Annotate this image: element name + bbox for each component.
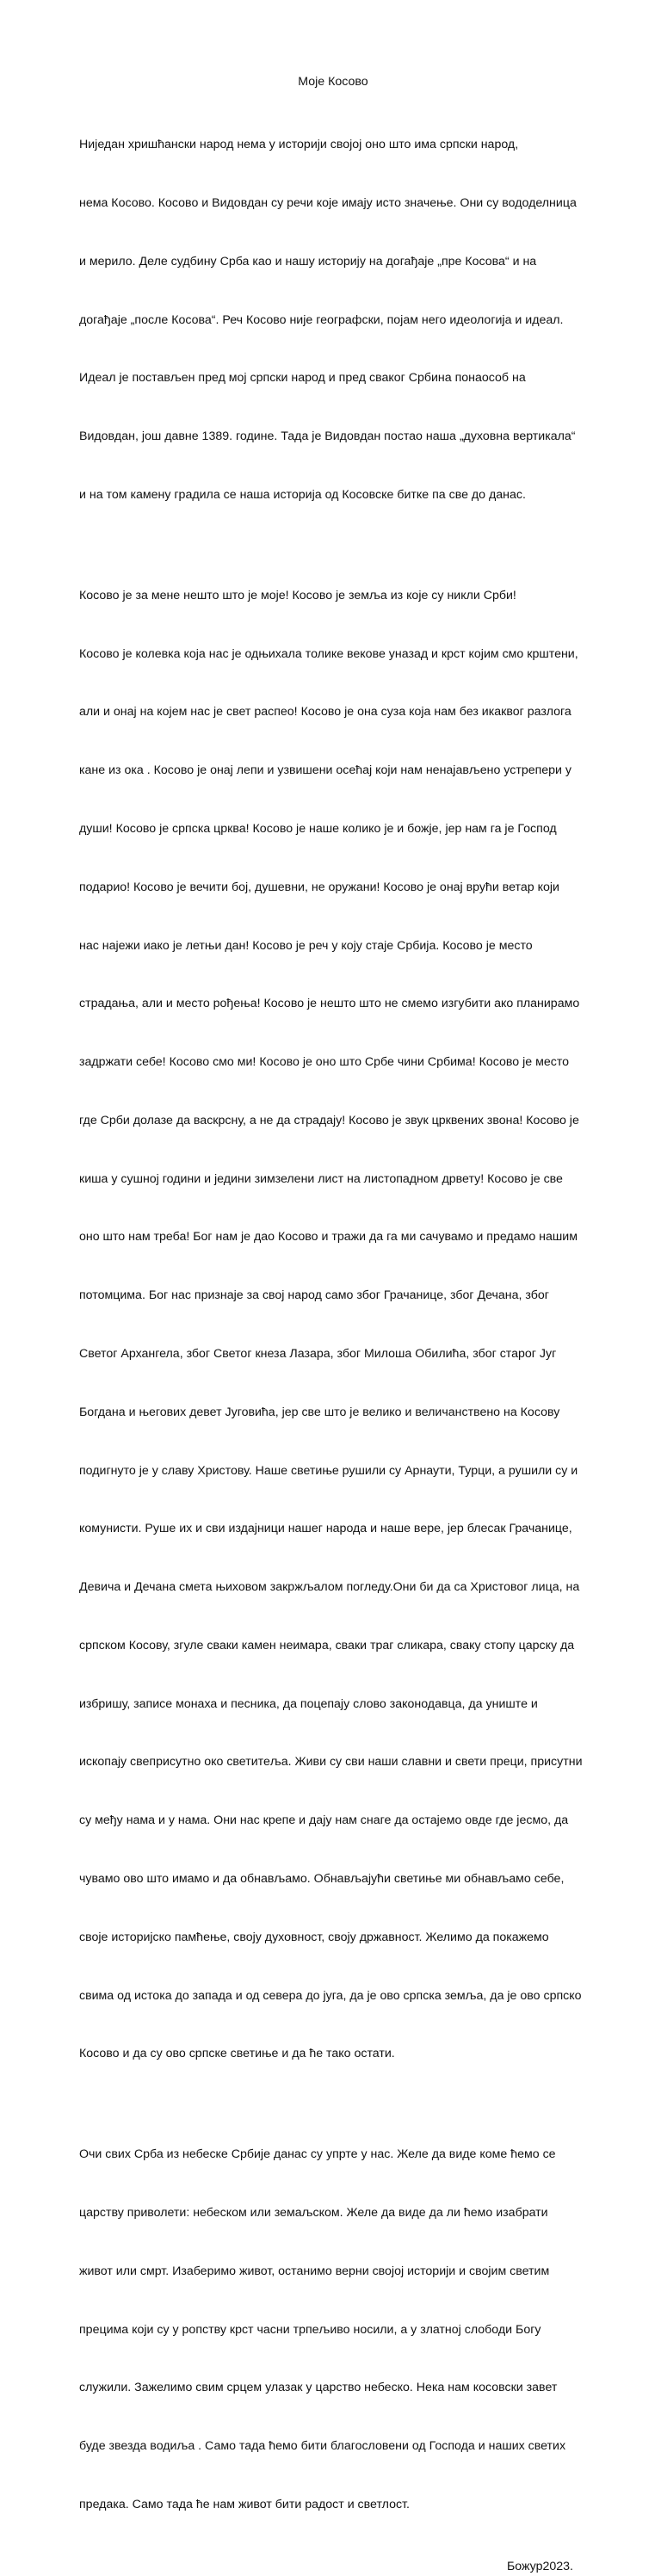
paragraph-line: и мерило. Деле судбину Срба као и нашу историју на догађаје „пре Косова“ и на (79, 254, 537, 269)
paragraph-line: нема Косово. Косово и Видовдан су речи које имају исто значење. Они су вододелница (79, 195, 577, 210)
paragraph-line: Очи свих Срба из небеске Србије данас су упрте у нас. Желе да виде коме ћемо се (79, 2147, 556, 2162)
paragraph-line: живот или смрт. Изаберимо живот, останимо верни својој историји и својим светим (79, 2264, 550, 2278)
paragraph-line: киша у сушној години и једини зимзелени лист на листопадном дрвету! Косово је све (79, 1171, 563, 1186)
paragraph-line: Ниједан хришћански народ нема у историји својој оно што има српски народ, (79, 138, 519, 152)
paragraph-line: Видовдан, још давне 1389. године. Тада је Видовдан постао наша „духовна вертикала“ (79, 429, 576, 444)
paragraph-line: Богдана и његових девет Југовића, јер све што је велико и величанствено на Косову (79, 1405, 560, 1419)
paragraph-line: Девича и Дечана смета њиховом закржљалом погледу.Они би да са Христовог лица, на (79, 1580, 580, 1595)
paragraph-line: чувамо ово што имамо и да обнављамо. Обнављајући светиње ми обнављамо себе, (79, 1872, 565, 1887)
paragraph-line: подарио! Косово је вечити бој, душевни, не оружани! Косово је онај врући ветар који (79, 880, 559, 894)
paragraph-line: предака. Само тада ће нам живот бити радост и светлост. (79, 2498, 410, 2512)
paragraph-line: свима од истока до запада и од севера до југа, да је ово српска земља, да је ово српско (79, 1988, 582, 2003)
paragraph-line: своје историјско памћење, своју духовност, своју државност. Желимо да покажемо (79, 1930, 549, 1944)
paragraph-1 (79, 96, 587, 544)
paragraph-line: комунисти. Руше их и сви издајници нашег народа и наше вере, јер блесак Грачанице, (79, 1522, 572, 1536)
paragraph-line: ископају свеприсутно око светитеља. Живи су сви наши славни и свети преци, присутни (79, 1755, 583, 1770)
paragraph-line: избришу, записе монаха и песника, да поцепају слово законодавца, да униште и (79, 1696, 538, 1711)
document-page (79, 72, 587, 2576)
paragraph-line: потомцима. Бог нас признаје за свој народ само због Грачанице, због Дечана, због (79, 1288, 549, 1303)
paragraph-line: догађаје „после Косова“. Реч Косово није географски, појам него идеологија и идеал. (79, 312, 564, 327)
paragraph-line: Косово и да су ово српске светиње и да ће тако остати. (79, 2047, 395, 2061)
document-title: Моје Косово (298, 75, 368, 89)
author-signature: Божур2023. (506, 2559, 573, 2573)
paragraph-line: српском Косову, згуле сваки камен неимара, сваки траг сликара, сваку стопу царску да (79, 1638, 575, 1652)
paragraph-line: страдања, али и место рођења! Косово је нешто што не смемо изгубити ако планирамо (79, 997, 580, 1011)
paragraph-line: Косово је за мене нешто што је моје! Косово је земља из које су никли Срби! (79, 588, 516, 602)
paragraph-line: нас најежи иако је летњи дан! Косово је реч у коју стаје Србија. Косово је место (79, 938, 533, 953)
paragraph-line: Идеал је постављен пред мој српски народ и пред сваког Србина понаособ на (79, 371, 526, 386)
paragraph-line: Косово је колевка која нас је одњихала толике векове уназад и крст којим смо крштени, (79, 646, 578, 661)
paragraph-line: служили. Зажелимо свим срцем улазак у царство небеско. Нека нам косовски завет (79, 2381, 558, 2395)
paragraph-line: и на том камену градила се наша историја од Косовске битке па све до данас. (79, 487, 526, 502)
paragraph-2 (79, 547, 587, 2103)
paragraph-line: души! Косово је српска црква! Косово је наше колико је и божје, јер нам га је Господ (79, 821, 557, 836)
paragraph-line: подигнуто је у славу Христову. Наше светиње рушили су Арнаути, Турци, а рушили су и (79, 1463, 578, 1478)
paragraph-line: кане из ока . Косово је онај лепи и узвишени осећај који нам ненајављено устрепери у (79, 763, 572, 778)
paragraph-line: оно што нам треба! Бог нам је дао Косово и тражи да га ми сачувамо и предамо нашим (79, 1230, 578, 1245)
paragraph-line: су међу нама и у нама. Они нас крепе и дају нам снаге да остајемо овде где јесмо, да (79, 1813, 569, 1828)
paragraph-line: Светог Архангела, због Светог кнеза Лазара, због Милоша Обилића, због старог Југ (79, 1347, 557, 1361)
paragraph-line: буде звезда водиља . Само тада ћемо бити благословени од Господа и наших светих (79, 2439, 566, 2454)
paragraph-line: али и онај на којем нас је свет распео! Косово је она суза која нам без икаквог разлога (79, 705, 571, 720)
paragraph-line: задржати себе! Косово смо ми! Косово је оно што Србе чини Србима! Косово је место (79, 1055, 570, 1070)
paragraph-3 (79, 2106, 587, 2554)
paragraph-line: прецима који су у ропству крст часни трпељиво носили, а у златној слободи Богу (79, 2322, 541, 2337)
paragraph-line: где Срби долазе да васкрсну, а не да страдају! Косово је звук црквених звона! Косово је (79, 1113, 579, 1127)
paragraph-line: царству приволети: небеском или земаљском. Желе да виде да ли ћемо изабрати (79, 2206, 548, 2221)
